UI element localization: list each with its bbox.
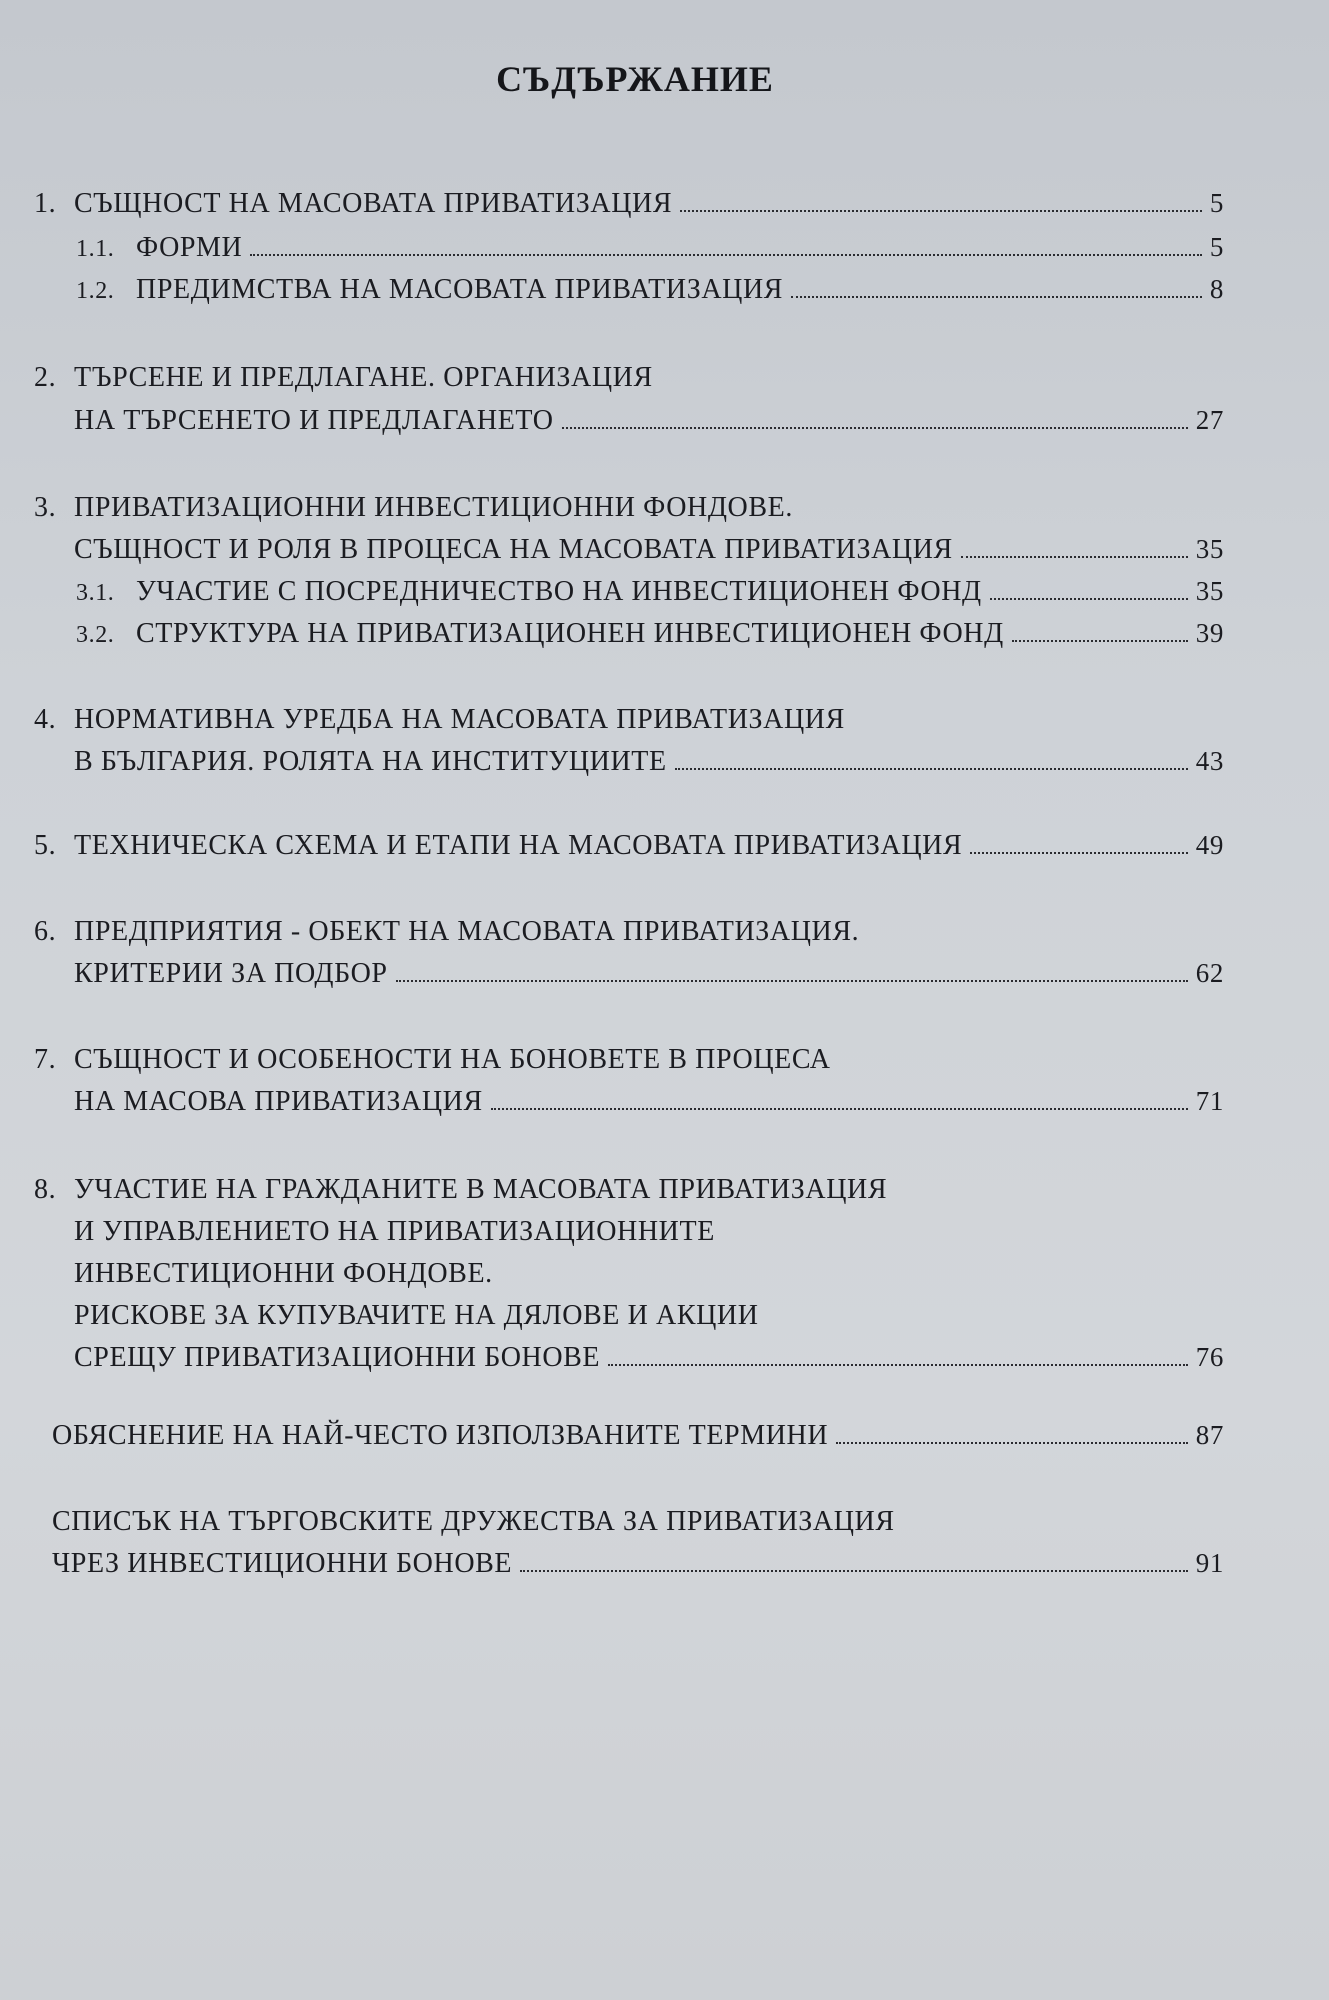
toc-page-number: 5 [1209,232,1224,262]
toc-entry-number: 3.2. [76,622,115,648]
toc-entry-number: 1.2. [76,278,115,304]
toc-line [34,188,1224,220]
leader-dots [675,767,1188,770]
page-title: СЪДЪРЖАНИЕ [496,59,774,99]
leader-dots [970,851,1188,854]
leader-dots [520,1569,1188,1572]
toc-line [34,830,1224,862]
toc-entry-title: УЧАСТИЕ НА ГРАЖДАНИТЕ В МАСОВАТА ПРИВАТИЗАЦИЯ [74,1174,888,1205]
toc-entry-number: 8. [34,1174,57,1205]
toc-line [74,1300,759,1332]
toc-line [74,534,1224,566]
toc-entry-title-continued: И УПРАВЛЕНИЕТО НА ПРИВАТИЗАЦИОННИТЕ [74,1216,715,1247]
toc-entry-number: 3.1. [76,580,115,606]
toc-entry-title-continued: НА ТЪРСЕНЕТО И ПРЕДЛАГАНЕТО [74,405,554,436]
toc-page-number: 39 [1195,618,1224,648]
toc-line [52,1548,1224,1580]
leader-dots [961,555,1188,558]
toc-line [74,746,1224,778]
toc-entry-title-continued: КРИТЕРИИ ЗА ПОДБОР [74,958,388,989]
toc-line [76,232,1224,264]
toc-entry-number: 7. [34,1044,57,1075]
toc-line [34,916,859,948]
toc-line [34,492,793,524]
toc-line [74,1258,493,1290]
toc-entry-number: 3. [34,492,57,523]
toc-page-number: 76 [1195,1342,1224,1372]
leader-dots [250,253,1202,256]
leader-dots [836,1441,1188,1444]
toc-entry-title-continued: СЪЩНОСТ И РОЛЯ В ПРОЦЕСА НА МАСОВАТА ПРИВАТИЗАЦИЯ [74,534,953,565]
toc-entry-title-continued: ИНВЕСТИЦИОННИ ФОНДОВЕ. [74,1258,493,1289]
leader-dots [396,979,1188,982]
toc-page-number: 49 [1195,830,1224,860]
toc-line [74,1216,715,1248]
toc-entry-title: НОРМАТИВНА УРЕДБА НА МАСОВАТА ПРИВАТИЗАЦИЯ [74,704,845,735]
toc-entry-title-continued: НА МАСОВА ПРИВАТИЗАЦИЯ [74,1086,483,1117]
toc-line [76,618,1224,650]
leader-dots [491,1107,1188,1110]
toc-line [76,576,1224,608]
toc-page-number: 8 [1209,274,1224,304]
toc-entry-title-continued: В БЪЛГАРИЯ. РОЛЯТА НА ИНСТИТУЦИИТЕ [74,746,667,777]
toc-entry-number: 1.1. [76,236,115,262]
toc-entry-title: ПРЕДПРИЯТИЯ - ОБЕКТ НА МАСОВАТА ПРИВАТИЗАЦИЯ. [74,916,860,947]
toc-page-number: 35 [1195,576,1224,606]
toc-entry-title-continued: РИСКОВЕ ЗА КУПУВАЧИТЕ НА ДЯЛОВЕ И АКЦИИ [74,1300,759,1331]
toc-entry-title: СТРУКТУРА НА ПРИВАТИЗАЦИОНЕН ИНВЕСТИЦИОНЕН ФОНД [136,618,1004,649]
toc-line [34,1044,831,1076]
leader-dots [791,295,1202,298]
toc-page-number: 43 [1195,746,1224,776]
toc-entry-title: ТЕХНИЧЕСКА СХЕМА И ЕТАПИ НА МАСОВАТА ПРИВАТИЗАЦИЯ [74,830,963,861]
toc-entry-number: 1. [34,188,57,219]
toc-line [34,1174,887,1206]
toc-line [74,1086,1224,1118]
leader-dots [1012,639,1188,642]
toc-page-number: 87 [1195,1420,1224,1450]
toc-page-number: 5 [1209,188,1224,218]
toc-entry-title: ПРИВАТИЗАЦИОННИ ИНВЕСТИЦИОННИ ФОНДОВЕ. [74,492,793,523]
toc-line [34,362,653,394]
toc-page-number: 71 [1195,1086,1224,1116]
toc-page-number: 62 [1195,958,1224,988]
toc-line [52,1506,895,1538]
toc-line [74,958,1224,990]
toc-entry-title-continued: ЧРЕЗ ИНВЕСТИЦИОННИ БОНОВЕ [52,1548,513,1579]
toc-page-number: 91 [1195,1548,1224,1578]
toc-entry-number: 4. [34,704,57,735]
toc-entry-title: СЪЩНОСТ И ОСОБЕНОСТИ НА БОНОВЕТЕ В ПРОЦЕСА [74,1044,831,1075]
toc-entry-title: ТЪРСЕНЕ И ПРЕДЛАГАНЕ. ОРГАНИЗАЦИЯ [74,362,653,393]
toc-line [52,1420,1224,1452]
toc-entry-title: ПРЕДИМСТВА НА МАСОВАТА ПРИВАТИЗАЦИЯ [136,274,784,305]
toc-entry-title: ФОРМИ [136,232,243,263]
toc-line [74,1342,1224,1374]
toc-entry-number: 5. [34,830,57,861]
leader-dots [562,426,1188,429]
toc-line [76,274,1224,306]
toc-entry-title: УЧАСТИЕ С ПОСРЕДНИЧЕСТВО НА ИНВЕСТИЦИОНЕН ФОНД [136,576,982,607]
leader-dots [680,209,1202,212]
leader-dots [608,1363,1188,1366]
toc-entry-number: 6. [34,916,57,947]
toc-line [74,405,1224,437]
toc-entry-title: ОБЯСНЕНИЕ НА НАЙ-ЧЕСТО ИЗПОЛЗВАНИТЕ ТЕРМИНИ [52,1420,829,1451]
toc-page-number: 27 [1195,405,1224,435]
toc-page-number: 35 [1195,534,1224,564]
toc-line [34,704,845,736]
toc-entry-title: СЪЩНОСТ НА МАСОВАТА ПРИВАТИЗАЦИЯ [74,188,673,219]
toc-entry-number: 2. [34,362,57,393]
toc-entry-title: СПИСЪК НА ТЪРГОВСКИТЕ ДРУЖЕСТВА ЗА ПРИВАТИЗАЦИЯ [52,1506,895,1537]
leader-dots [990,597,1188,600]
toc-entry-title-continued: СРЕЩУ ПРИВАТИЗАЦИОННИ БОНОВЕ [74,1342,601,1373]
